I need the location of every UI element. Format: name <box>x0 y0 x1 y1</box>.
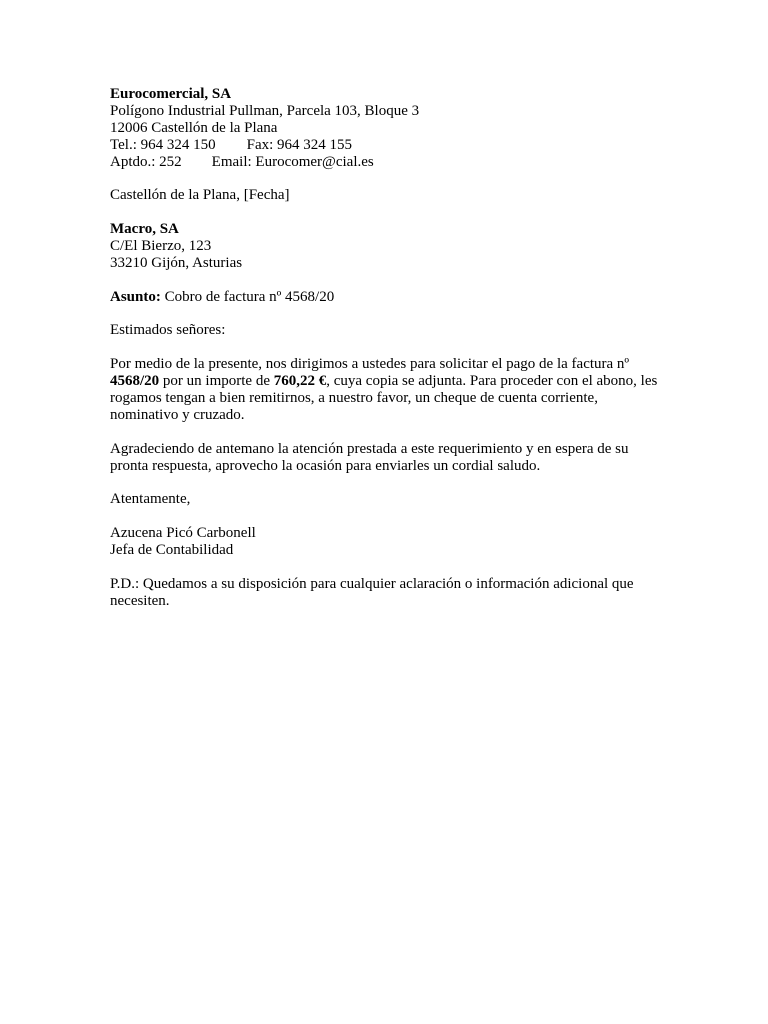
sender-phone-fax-line <box>110 137 670 154</box>
sender-email: Email: Eurocomer@cial.es <box>211 154 374 170</box>
sender-address-line2: 12006 Castellón de la Plana <box>110 120 278 136</box>
invoice-number: 4568/20 <box>110 373 160 389</box>
recipient-address-line1: C/El Bierzo, 123 <box>110 238 212 254</box>
signature-title: Jefa de Contabilidad <box>110 542 234 558</box>
sender-aptdo-email-line <box>110 154 670 171</box>
subject-line <box>110 289 670 306</box>
recipient-block <box>110 221 670 272</box>
sender-address-line1: Polígono Industrial Pullman, Parcela 103, Bloque 3 <box>110 103 420 119</box>
subject-text: Cobro de factura nº 4568/20 <box>160 289 335 305</box>
sender-block <box>110 86 670 171</box>
letter-page <box>110 86 670 610</box>
signature-block <box>110 525 670 559</box>
recipient-company: Macro, SA <box>110 221 179 237</box>
body-paragraph-1: Por medio de la presente, nos dirigimos a ustedes para solicitar el pago de la factura nº 4568/20 por un importe de 760,22 €, cuya copia se adjunta. Para proceder con el abono, les rogamos tengan a bien remitirnos, a nuestro favor, un cheque de cuenta corriente, nominativo y cruzado. <box>110 356 658 423</box>
body-paragraph-2: Agradeciendo de antemano la atención prestada a este requerimiento y en espera de su pronta respuesta, aprovecho la ocasión para enviarles un cordial saludo. <box>110 441 629 474</box>
salutation: Estimados señores: <box>110 322 226 338</box>
subject-label: Asunto: <box>110 289 161 305</box>
sender-fax: Fax: 964 324 155 <box>246 137 353 153</box>
place-date: Castellón de la Plana, [Fecha] <box>110 187 290 203</box>
recipient-address-line2: 33210 Gijón, Asturias <box>110 255 243 271</box>
invoice-amount: 760,22 € <box>273 373 327 389</box>
sender-tel: Tel.: 964 324 150 <box>110 137 216 153</box>
closing: Atentamente, <box>110 491 191 507</box>
sender-company: Eurocomercial, SA <box>110 86 232 102</box>
signature-name: Azucena Picó Carbonell <box>110 525 256 541</box>
sender-aptdo: Aptdo.: 252 <box>110 154 182 170</box>
postscript: P.D.: Quedamos a su disposición para cualquier aclaración o información adicional que necesiten. <box>110 576 634 609</box>
